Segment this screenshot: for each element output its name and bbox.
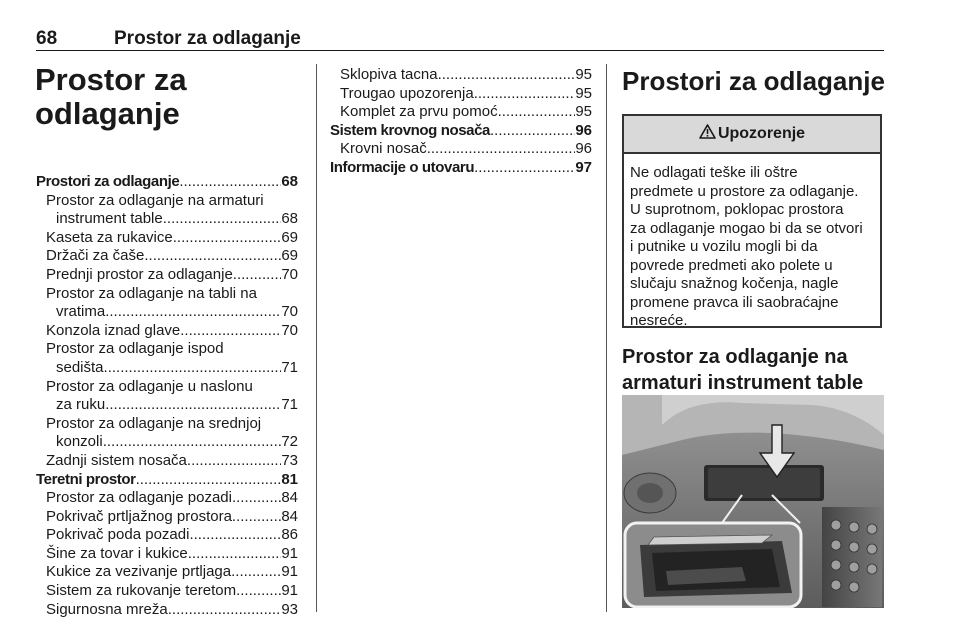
toc-entry[interactable]: [36, 508, 298, 527]
toc-entry-label: Prostor za odlaganje ispod: [46, 340, 224, 358]
toc-leader-dots: [189, 526, 281, 545]
toc-entry[interactable]: [36, 415, 298, 434]
toc-entry[interactable]: [36, 266, 298, 285]
toc-entry-label: Prostor za odlaganje na tabli na: [46, 284, 257, 302]
toc-entry[interactable]: [36, 489, 298, 508]
toc-leader-dots: [498, 103, 576, 122]
toc-entry[interactable]: [36, 285, 298, 304]
toc-entry-label: Sistem za rukovanje teretom: [46, 582, 237, 600]
subsection-title-line-1: Prostor za odlaganje na: [622, 346, 848, 368]
toc-section-entry[interactable]: [330, 159, 592, 178]
subsection-title-line-2: armaturi instrument table: [622, 372, 864, 394]
warning-text-line: i putnike u vozilu mogli bi da: [630, 238, 818, 255]
toc-entry-label: Prostor za odlaganje pozadi: [46, 489, 232, 507]
toc-page-number: 70: [281, 265, 298, 283]
toc-page-number: 91: [281, 544, 298, 562]
warning-heading: Upozorenje: [717, 125, 806, 142]
toc-leader-dots: [232, 489, 281, 508]
toc-entry[interactable]: [36, 563, 298, 582]
warning-triangle-icon: [699, 124, 716, 144]
toc-page-number: 91: [281, 582, 298, 600]
toc-entry[interactable]: [36, 229, 298, 248]
toc-entry[interactable]: [330, 66, 592, 85]
toc-entry-label: Prostor za odlaganje na srednjoj: [46, 414, 262, 432]
toc-entry-label: Kukice za vezivanje prtljaga: [46, 563, 232, 581]
toc-section-entry[interactable]: [330, 122, 592, 141]
toc-entry[interactable]: [330, 103, 592, 122]
toc-leader-dots: [104, 359, 282, 378]
toc-page-number: 73: [281, 451, 298, 469]
toc-entry-label: Prostori za odlaganje: [36, 173, 180, 190]
toc-entry-label: vratima: [56, 303, 106, 321]
toc-leader-dots: [105, 303, 281, 322]
toc-entry[interactable]: [330, 140, 592, 159]
toc-entry-label: instrument table: [56, 210, 163, 228]
warning-text-line: za odlaganje mogao bi da se otvori: [630, 219, 863, 237]
chapter-title-line-1: Prostor za: [35, 62, 187, 97]
warning-text-line: Ne odlagati teške ili oštre: [630, 164, 798, 181]
toc-entry[interactable]: [36, 359, 298, 378]
toc-entry[interactable]: [36, 322, 298, 341]
subsection-title: [622, 344, 863, 396]
toc-entry[interactable]: [36, 582, 298, 601]
dashboard-storage-illustration: [622, 395, 884, 608]
toc-page-number: 81: [281, 470, 298, 488]
toc-leader-dots: [232, 508, 281, 527]
toc-leader-dots: [180, 322, 281, 341]
toc-entry[interactable]: [36, 303, 298, 322]
toc-entry-label: Zadnji sistem nosača: [46, 451, 187, 469]
toc-entry-label: Konzola iznad glave: [46, 321, 181, 339]
toc-entry[interactable]: [36, 378, 298, 397]
toc-leader-dots: [474, 85, 576, 104]
toc-entry-label: Pokrivač prtljažnog prostora: [46, 507, 232, 525]
toc-entry-label: za ruku: [56, 396, 106, 414]
toc-page-number: 96: [575, 121, 592, 139]
column-divider-right: [606, 64, 607, 612]
page-number: 68: [36, 28, 58, 49]
toc-entry-label: Prednji prostor za odlaganje: [46, 265, 233, 283]
toc-entry-label: konzoli: [56, 433, 103, 451]
toc-entry-label: Sigurnosna mreža: [46, 600, 168, 618]
toc-entry-label: Informacije o utovaru: [330, 158, 475, 176]
toc-entry[interactable]: [36, 396, 298, 415]
warning-text-line: U suprotnom, poklopac prostora: [630, 201, 844, 218]
toc-leader-dots: [105, 396, 281, 415]
toc-leader-dots: [490, 122, 575, 141]
toc-leader-dots: [168, 601, 282, 620]
table-of-contents-left: [36, 173, 298, 619]
toc-leader-dots: [438, 66, 576, 85]
toc-entry[interactable]: [36, 192, 298, 211]
section-title: Prostori za odlaganje: [622, 66, 885, 96]
warning-text-line: predmete u prostore za odlaganje.: [630, 182, 859, 200]
toc-page-number: 69: [281, 228, 298, 246]
chapter-title-line-2: odlaganje: [35, 96, 180, 131]
warning-text-line: promene pravca ili saobraćajne: [630, 293, 839, 311]
toc-page-number: 71: [281, 396, 298, 414]
toc-entry-label: Prostor za odlaganje na armaturi: [46, 191, 264, 209]
toc-entry-label: Trougao upozorenja: [340, 84, 474, 102]
toc-page-number: 84: [281, 507, 298, 525]
toc-section-entry[interactable]: [36, 471, 298, 490]
toc-page-number: 95: [575, 84, 592, 102]
toc-page-number: 91: [281, 563, 298, 581]
toc-leader-dots: [236, 582, 281, 601]
toc-leader-dots: [144, 247, 281, 266]
toc-leader-dots: [179, 173, 281, 192]
toc-page-number: 93: [281, 600, 298, 618]
toc-leader-dots: [427, 140, 576, 159]
toc-entry-label: Teretni prostor: [36, 470, 136, 488]
warning-text-line: nesreće.: [630, 312, 688, 329]
toc-entry[interactable]: [36, 433, 298, 452]
toc-page-number: 69: [281, 247, 298, 265]
toc-leader-dots: [173, 229, 282, 248]
toc-entry-label: Krovni nosač: [340, 140, 427, 158]
toc-entry[interactable]: [36, 545, 298, 564]
toc-entry[interactable]: [36, 452, 298, 471]
toc-page-number: 70: [281, 303, 298, 321]
toc-leader-dots: [187, 452, 281, 471]
toc-page-number: 86: [281, 526, 298, 544]
toc-page-number: 72: [281, 433, 298, 451]
toc-entry[interactable]: [36, 601, 298, 620]
toc-leader-dots: [163, 210, 282, 229]
toc-page-number: 70: [281, 321, 298, 339]
toc-page-number: 95: [575, 66, 592, 83]
toc-page-number: 68: [281, 173, 298, 190]
toc-entry-label: Komplet za prvu pomoć: [340, 103, 498, 121]
toc-entry-label: Držači za čaše: [46, 247, 145, 265]
column-divider-left: [316, 64, 317, 612]
toc-entry-label: sedišta: [56, 358, 104, 376]
toc-page-number: 71: [281, 358, 298, 376]
toc-page-number: 97: [575, 158, 592, 176]
toc-page-number: 96: [575, 140, 592, 158]
warning-text: [624, 154, 880, 331]
toc-page-number: 95: [575, 103, 592, 121]
toc-entry[interactable]: [36, 210, 298, 229]
chapter-title: [35, 63, 187, 131]
warning-text-line: slučaju snažnog kočenja, nagle: [630, 275, 839, 292]
toc-leader-dots: [136, 471, 282, 490]
toc-entry-label: Šine za tovar i kukice: [46, 544, 188, 562]
toc-section-entry[interactable]: [36, 173, 298, 192]
warning-header: [624, 116, 880, 154]
page-header: [36, 28, 884, 51]
toc-page-number: 84: [281, 489, 298, 507]
running-title: Prostor za odlaganje: [114, 28, 301, 49]
toc-page-number: 68: [281, 210, 298, 228]
toc-entry[interactable]: [36, 247, 298, 266]
toc-leader-dots: [103, 433, 282, 452]
table-of-contents-middle: [330, 66, 592, 178]
warning-box: [622, 114, 882, 328]
toc-entry-label: Sistem krovnog nosača: [330, 121, 490, 139]
toc-entry-label: Prostor za odlaganje u naslonu: [46, 377, 253, 395]
toc-entry[interactable]: [36, 526, 298, 545]
toc-entry-label: Pokrivač poda pozadi: [46, 526, 190, 544]
toc-leader-dots: [188, 545, 282, 564]
toc-leader-dots: [474, 159, 575, 178]
warning-text-line: povrede predmeti ako polete u: [630, 256, 833, 274]
toc-entry-label: Kaseta za rukavice: [46, 228, 173, 246]
toc-entry-label: Sklopiva tacna: [340, 66, 438, 83]
toc-leader-dots: [233, 266, 282, 285]
toc-entry[interactable]: [330, 85, 592, 104]
toc-leader-dots: [231, 563, 281, 582]
toc-entry[interactable]: [36, 340, 298, 359]
